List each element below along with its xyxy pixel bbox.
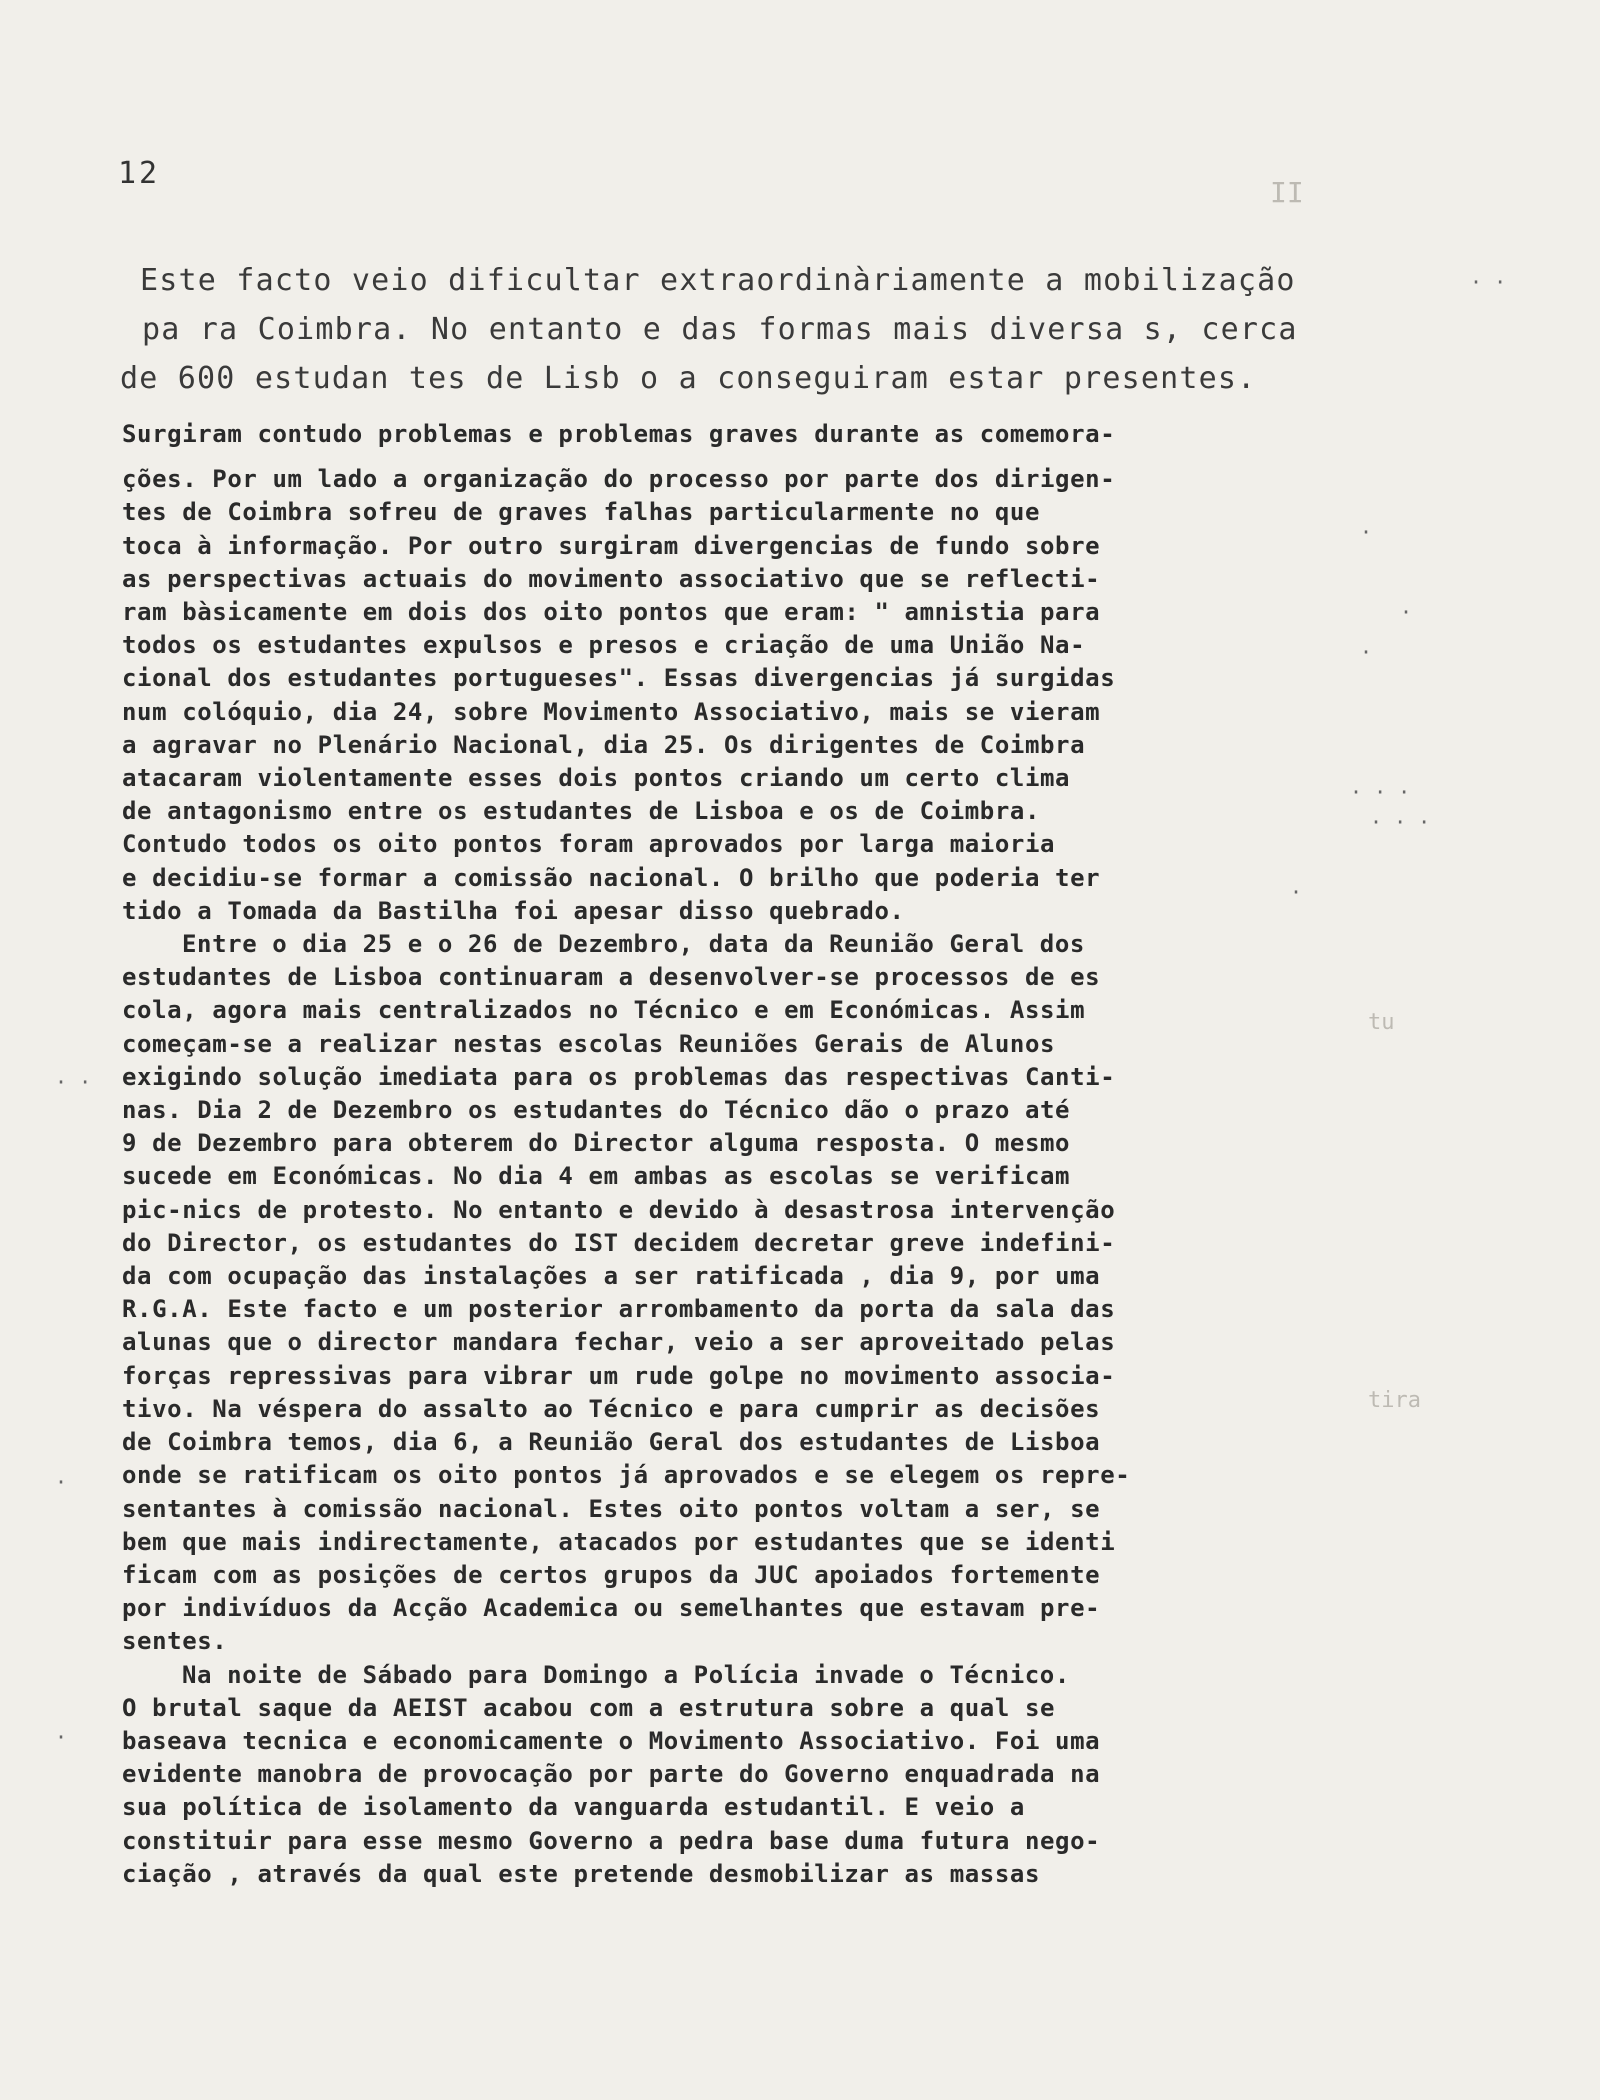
body-paragraphs [122,418,1322,1891]
page-number: 12 [118,156,161,191]
text-line: começam-se a realizar nestas escolas Reuniões Gerais de Alunos [122,1029,1056,1058]
text-line: as perspectivas actuais do movimento associativo que se reflecti- [122,564,1101,593]
text-line: Surgiram contudo problemas e problemas graves durante as comemora- [122,420,1116,448]
text-line: tivo. Na véspera do assalto ao Técnico e para cumprir as decisões [122,1394,1101,1423]
text-line: todos os estudantes expulsos e presos e criação de uma União Na- [122,631,1086,660]
intro-line: pa ra Coimbra. No entanto e das formas mais diversa s, cerca [142,312,1298,347]
text-line: ram bàsicamente em dois dos oito pontos que eram: " amnistia para [122,598,1101,627]
text-line: alunas que o director mandara fechar, veio a ser aproveitado pelas [122,1328,1116,1357]
text-line: evidente manobra de provocação por parte do Governo enquadrada na [122,1760,1101,1789]
text-line: e decidiu-se formar a comissão nacional. O brilho que poderia ter [122,863,1101,892]
bleed-text: tu [1368,1010,1395,1035]
text-line: bem que mais indirectamente, atacados por estudantes que se identi [122,1527,1116,1556]
text-line: Entre o dia 25 e o 26 de Dezembro, data da Reunião Geral dos [182,930,1085,959]
text-line: pic-nics de protesto. No entanto e devido à desastrosa intervenção [122,1195,1116,1224]
text-line: ciação , através da qual este pretende desmobilizar as massas [122,1859,1041,1888]
text-line: baseava tecnica e economicamente o Movimento Associativo. Foi uma [122,1726,1101,1755]
text-line: exigindo solução imediata para os problemas das respectivas Canti- [122,1062,1116,1091]
text-line: do Director, os estudantes do IST decidem decretar greve indefini- [122,1228,1116,1257]
text-line: R.G.A. Este facto e um posterior arrombamento da porta da sala das [122,1295,1116,1324]
text-line: nas. Dia 2 de Dezembro os estudantes do Técnico dão o prazo até [122,1096,1071,1125]
text-line: constituir para esse mesmo Governo a pedra base duma futura nego- [122,1826,1101,1855]
text-line: sentes. [122,1627,228,1656]
text-line: por indivíduos da Acção Academica ou semelhantes que estavam pre- [122,1594,1101,1623]
text-line: tido a Tomada da Bastilha foi apesar disso quebrado. [122,896,905,925]
text-line: forças repressivas para vibrar um rude golpe no movimento associa- [122,1361,1116,1390]
intro-line: Este facto veio dificultar extraordinàriamente a mobilização [140,263,1296,298]
text-line: estudantes de Lisboa continuaram a desenvolver-se processos de es [122,963,1101,992]
text-line: de Coimbra temos, dia 6, a Reunião Geral dos estudantes de Lisboa [122,1428,1101,1457]
text-line: Contudo todos os oito pontos foram aprovados por larga maioria [122,830,1056,859]
text-line: a agravar no Plenário Nacional, dia 25. Os dirigentes de Coimbra [122,730,1086,759]
bleed-text: tira [1368,1388,1421,1413]
text-line: ções. Por um lado a organização do processo por parte dos dirigen- [122,465,1116,494]
text-line: onde se ratificam os oito pontos já aprovados e se elegem os repre- [122,1461,1131,1490]
text-line: sucede em Económicas. No dia 4 em ambas as escolas se verificam [122,1162,1071,1191]
text-line: sentantes à comissão nacional. Estes oito pontos voltam a ser, se [122,1494,1101,1523]
text-line: atacaram violentamente esses dois pontos criando um certo clima [122,764,1071,793]
text-line: Na noite de Sábado para Domingo a Polícia invade o Técnico. [182,1660,1070,1689]
text-line: tes de Coimbra sofreu de graves falhas particularmente no que [122,498,1041,527]
text-line: sua política de isolamento da vanguarda estudantil. E veio a [122,1793,1025,1822]
text-line: O brutal saque da AEIST acabou com a estrutura sobre a qual se [122,1693,1056,1722]
text-line: da com ocupação das instalações a ser ratificada , dia 9, por uma [122,1262,1101,1291]
text-line: cola, agora mais centralizados no Técnico e em Económicas. Assim [122,996,1086,1025]
text-line: toca à informação. Por outro surgiram divergencias de fundo sobre [122,531,1101,560]
text-line: cional dos estudantes portugueses". Essas divergencias já surgidas [122,664,1116,693]
intro-line: de 600 estudan tes de Lisb o a conseguiram estar presentes. [120,361,1257,396]
text-line: 9 de Dezembro para obterem do Director alguma resposta. O mesmo [122,1129,1071,1158]
paper-specks: · · · · · · · · · · · · · · · · [55,270,1507,1749]
text-line: ficam com as posições de certos grupos da JUC apoiados fortemente [122,1560,1101,1589]
text-line: num colóquio, dia 24, sobre Movimento Associativo, mais se vieram [122,697,1101,726]
bleed-text: II [1270,176,1304,209]
intro-paragraph [120,256,1360,403]
text-line: de antagonismo entre os estudantes de Lisboa e os de Coimbra. [122,797,1041,826]
